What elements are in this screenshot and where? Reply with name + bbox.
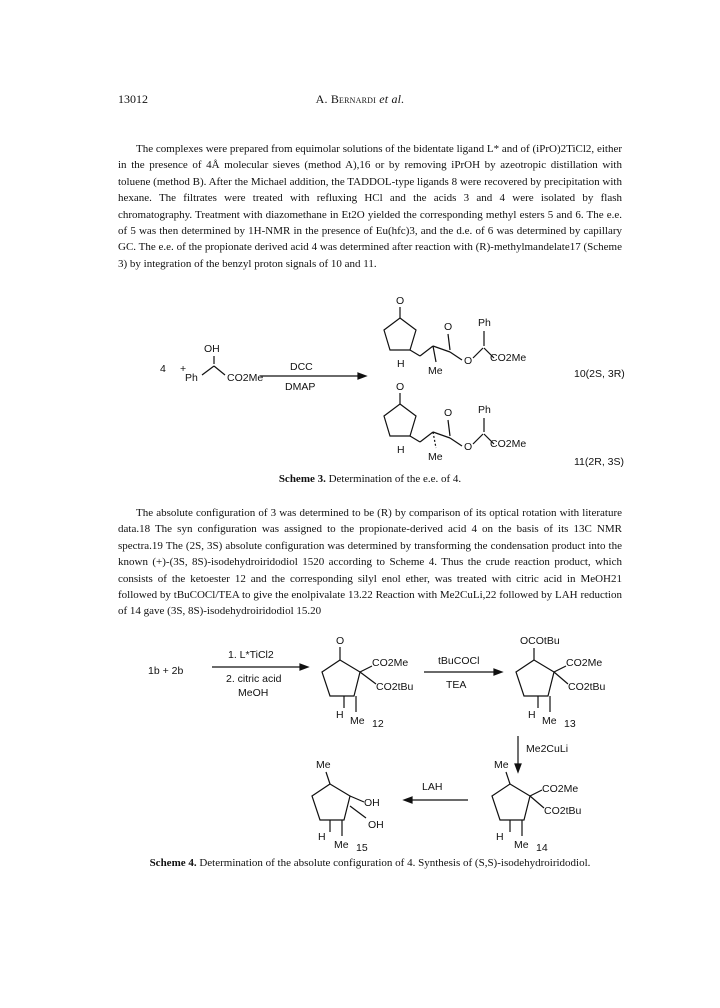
co2tbu-label: CO2tBu: [568, 681, 606, 693]
caption-label: Scheme 3.: [278, 473, 326, 485]
co2me-label: CO2Me: [542, 783, 579, 795]
step1-reagent: 1. L*TiCl2: [228, 649, 274, 661]
compound-14: 14: [536, 842, 548, 854]
paragraph-1: The complexes were prepared from equimolar solutions of the bidentate ligand L* and of (iPrO)2TiCl2, either in the presence of 4Å molecular sieves (method A),16 or by removing iPrOH by azeotropic distillation with toluene (method B). After the Michael addition, the TADDOL-type ligands 8 were recovered by precipitation with hexane. The filtrates were treated with refluxing HCl and the acids 3 and 4 were isolated by flash chromatography. Treatment with diazomethane in Et2O yielded the corresponding methyl esters 5 and 6. The e.e. of 5 was then determined by 1H-NMR in the presence of Eu(hfc)3, and the d.e. of 6 was determined by capillary GC. The e.e. of the propionate derived acid 4 was determined after reaction with (R)-methylmandelate17 (Scheme 3) by integration of the benzyl proton signals of 10 and 11.: [118, 143, 622, 270]
step2-reagent: tBuCOCl: [438, 655, 480, 667]
co2tbu-label: CO2tBu: [376, 681, 414, 693]
me-label: Me: [334, 839, 349, 851]
h-label: H: [397, 358, 405, 370]
oh-label: OH: [364, 797, 380, 809]
me-label: Me: [316, 759, 331, 771]
ester-o: O: [464, 441, 473, 453]
step1-solvent: MeOH: [238, 687, 269, 699]
oh-label: OH: [204, 343, 220, 355]
h-label: H: [318, 831, 326, 843]
ketone-o: O: [396, 381, 405, 393]
co2me-label: CO2Me: [490, 438, 527, 450]
h-label: H: [397, 444, 405, 456]
me-label: Me: [514, 839, 529, 851]
me-label: Me: [428, 451, 443, 463]
product-11-label: 11(2R, 3S): [574, 456, 624, 468]
step4-reagent: LAH: [422, 781, 443, 793]
oh-label: OH: [368, 819, 384, 831]
ketone-o: O: [396, 295, 405, 307]
co2me-label: CO2Me: [372, 657, 409, 669]
reagent-dmap: DMAP: [285, 381, 316, 393]
compound-13: 13: [564, 718, 576, 730]
ocotbu-label: OCOtBu: [520, 635, 560, 647]
ph-label: Ph: [478, 404, 491, 416]
page-number: 13012: [118, 92, 148, 106]
running-head: [0, 92, 720, 107]
me-label: Me: [542, 715, 557, 727]
scheme-4-caption: [118, 857, 622, 869]
me-label: Me: [494, 759, 509, 771]
step3-reagent: Me2CuLi: [526, 743, 569, 755]
paragraph-2: The absolute configuration of 3 was determined to be (R) by comparison of its optical rotation with literature data.18 The syn configuration was assigned to the propionate-derived acid 4 on the basis of its 13C NMR spectra.19 The (2S, 3S) absolute configuration was determined by transforming the condensation product into the known (+)-(3S, 8S)-isodehydroiridodiol 1520 according to Scheme 4. Thus the crude reaction product, which consists of the ketoester 12 and the corresponding silyl enol ether, was treated with citric acid in MeOH21 followed by tBuCOCl/TEA to give the enolpivalate 13.22 Reaction with Me2CuLi,22 followed by LAH reduction of 14 gave (3S, 8S)-isodehydroiridodiol 15.20: [118, 507, 622, 618]
compound-12: 12: [372, 718, 384, 730]
me-label: Me: [350, 715, 365, 727]
scheme-4-diagram: [0, 628, 720, 858]
plus-sign: +: [180, 363, 187, 375]
carbonyl-o: O: [444, 407, 453, 419]
page-header: [0, 92, 720, 108]
me-label: Me: [428, 365, 443, 377]
step1-reagent: 2. citric acid: [226, 673, 282, 685]
reactant-4: 4: [160, 363, 166, 375]
h-label: H: [528, 709, 536, 721]
co2me-label: CO2Me: [227, 372, 264, 384]
ph-label: Ph: [478, 317, 491, 329]
step2-base: TEA: [446, 679, 467, 691]
ketone-o: O: [336, 635, 345, 647]
scheme-3-caption: [118, 473, 622, 485]
caption-label: Scheme 4.: [149, 857, 197, 869]
product-10-label: 10(2S, 3R): [574, 368, 625, 380]
ester-o: O: [464, 355, 473, 367]
compound-15: 15: [356, 842, 368, 854]
co2me-label: CO2Me: [566, 657, 603, 669]
h-label: H: [496, 831, 504, 843]
caption-text: Determination of the e.e. of 4.: [328, 473, 462, 485]
caption-text: Determination of the absolute configuration of 4. Synthesis of (S,S)-isodehydroiridodiol.: [199, 857, 591, 869]
carbonyl-o: O: [444, 321, 453, 333]
h-label: H: [336, 709, 344, 721]
scheme-3-diagram: [0, 290, 720, 470]
reagent-dcc: DCC: [290, 361, 313, 373]
et-al: et al.: [379, 92, 405, 106]
starting-materials: 1b + 2b: [148, 665, 184, 677]
author-name: A. Bernardi: [315, 92, 377, 106]
ph-label: Ph: [185, 372, 198, 384]
co2tbu-label: CO2tBu: [544, 805, 582, 817]
co2me-label: CO2Me: [490, 352, 527, 364]
